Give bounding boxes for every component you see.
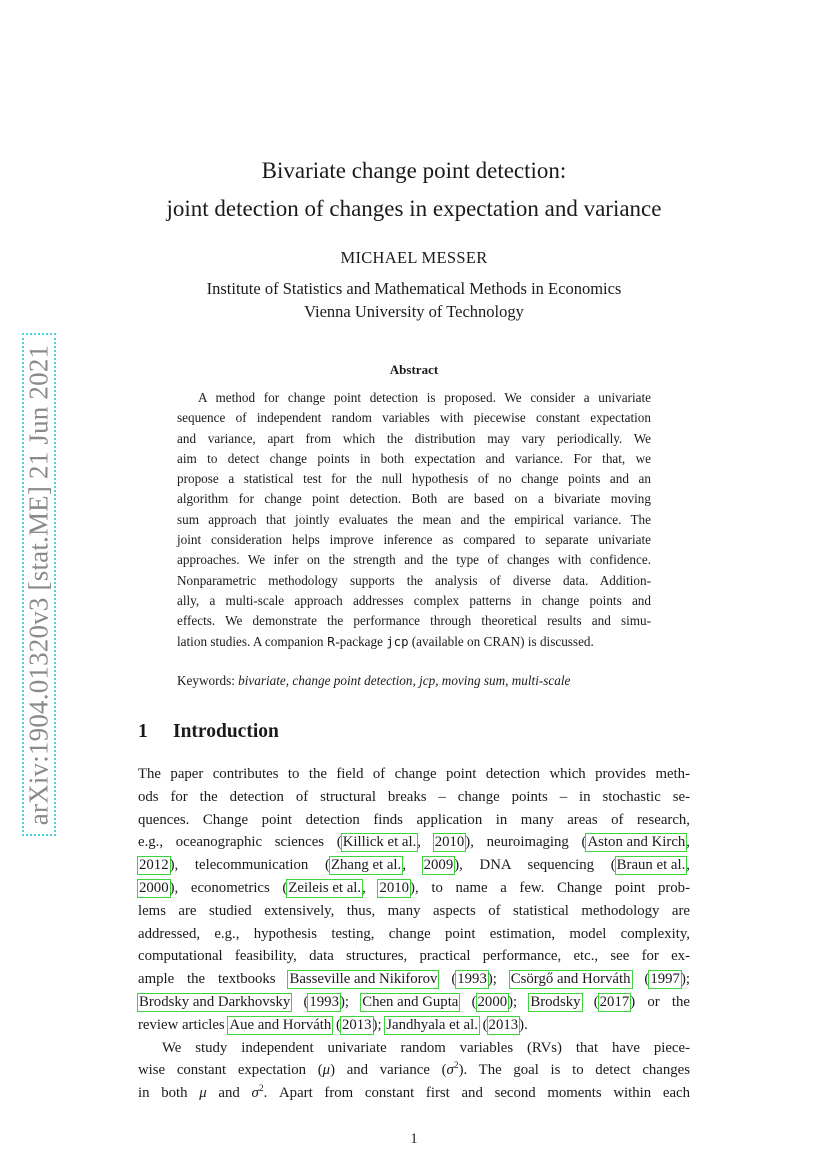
citation-link[interactable]: 2000 <box>477 993 508 1010</box>
abstract-last-line <box>177 632 651 652</box>
citation-link[interactable]: Aston and Kirch <box>587 834 686 851</box>
citation-link[interactable]: 2000 <box>139 879 169 896</box>
citation-link[interactable]: 2013 <box>341 1016 372 1033</box>
body-text: ( <box>291 993 309 1010</box>
citation-link[interactable]: 2017 <box>599 993 630 1010</box>
body-text: ( <box>581 993 599 1010</box>
citation-link[interactable]: Braun et al. <box>616 857 686 874</box>
abstract-line: joint consideration helps improve inference as compared to separate univariate <box>177 532 651 548</box>
keywords-label: Keywords: <box>177 673 239 688</box>
citation-link[interactable]: Basseville and Nikiforov <box>289 971 438 988</box>
body-text: ), econometrics ( <box>169 879 288 896</box>
abstract-line: effects. We demonstrate the performance through theoretical results and simu- <box>177 613 651 629</box>
abstract-body <box>177 388 651 652</box>
body-line <box>138 854 690 877</box>
r-language-name: R <box>326 634 336 649</box>
body-text: ), telecommunication ( <box>169 857 330 874</box>
superscript-two: 2 <box>453 1061 459 1072</box>
mu-symbol: μ <box>322 1062 331 1079</box>
citation-link[interactable]: Aue and Horváth <box>229 1016 332 1033</box>
abstract-line: approaches. We infer on the strength and the type of changes with confidence. <box>177 552 651 568</box>
body-line <box>138 1059 690 1082</box>
citation-link[interactable]: 2012 <box>139 857 169 874</box>
body-line: ods for the detection of structural breaks – change points – in stochastic se- <box>138 788 690 805</box>
author-name: MICHAEL MESSER <box>340 248 488 267</box>
body-text: , <box>417 834 434 851</box>
abstract-line: sum approach that jointly evaluates the mean and the empirical variance. The <box>177 511 651 527</box>
body-text: ); <box>508 993 530 1010</box>
citation-link[interactable]: Csörgő and Horváth <box>510 971 631 988</box>
body-text: ( <box>631 971 650 988</box>
body-text: wise constant expectation ( <box>138 1062 323 1079</box>
body-text: ). The goal is to detect changes <box>458 1062 690 1079</box>
body-text: ) and variance ( <box>330 1062 447 1079</box>
citation-link[interactable]: 2010 <box>379 879 410 896</box>
body-text: ( <box>332 1016 341 1033</box>
abstract-line: and variance, apart from which the distribution may vary periodically. We <box>177 430 651 446</box>
paper-title-line-1: Bivariate change point detection: <box>261 158 567 183</box>
body-text: review articles <box>138 1016 229 1033</box>
body-text: . Apart from constant first and second moments within each <box>263 1085 690 1102</box>
body-line <box>138 991 690 1014</box>
body-line: quences. Change point detection finds application in many areas of research, <box>138 811 690 828</box>
citation-link[interactable]: 2013 <box>488 1016 519 1033</box>
affiliation-line-1: Institute of Statistics and Mathematical Methods in Economics <box>206 279 622 298</box>
abstract-line: A method for change point detection is proposed. We consider a univariate <box>198 390 651 405</box>
body-text: ( <box>459 993 477 1010</box>
citation-link[interactable]: 1997 <box>650 971 680 988</box>
citation-link[interactable]: Chen and Gupta <box>362 993 459 1010</box>
citation-link[interactable]: 1993 <box>309 993 339 1010</box>
body-line: We study independent univariate random variables (RVs) that have piece- <box>162 1039 690 1056</box>
body-text: ), DNA sequencing ( <box>454 857 616 874</box>
citation-link[interactable]: 1993 <box>457 971 487 988</box>
body-text: ); <box>339 993 362 1010</box>
keywords <box>177 673 570 689</box>
body-line: The paper contributes to the field of change point detection which provides meth- <box>138 766 690 782</box>
body-text: ). <box>519 1016 528 1033</box>
body-text: , <box>686 857 690 874</box>
section-number: 1 <box>138 721 148 742</box>
affiliation-line-2: Vienna University of Technology <box>304 302 524 321</box>
abstract-line: ally, a multi-scale approach addresses complex patterns in change points and <box>177 592 651 608</box>
abstract-line: aim to detect change points in both expectation and variance. For that, we <box>177 450 651 466</box>
abstract-line: algorithm for change point detection. Both are based on a bivariate moving <box>177 491 651 507</box>
abstract-heading: Abstract <box>389 362 439 377</box>
body-text: ) or the <box>630 993 690 1010</box>
body-text: ), neuroimaging ( <box>465 834 587 851</box>
abstract-line: sequence of independent random variables with piecewise constant expectation <box>177 410 651 426</box>
body-line <box>138 968 690 991</box>
body-line: addressed, e.g., hypothesis testing, change point estimation, model complexity, <box>138 925 690 942</box>
sigma-symbol: σ <box>251 1085 259 1102</box>
body-line <box>138 1014 690 1037</box>
abstract-text: (available on CRAN) is discussed. <box>408 633 594 649</box>
body-text: ); <box>680 971 690 988</box>
body-text: e.g., oceanographic sciences ( <box>138 834 342 851</box>
body-text: , <box>402 857 423 874</box>
paper-title-line-2: joint detection of changes in expectation and variance <box>166 196 662 221</box>
body-text: , <box>362 879 379 896</box>
body-text: , <box>686 834 690 851</box>
abstract-text: -package <box>335 633 387 649</box>
body-line <box>138 1082 690 1105</box>
body-text: ), to name a few. Change point prob- <box>410 879 690 896</box>
body-text: ); <box>487 971 510 988</box>
mu-symbol: μ <box>199 1085 207 1102</box>
package-name: jcp <box>386 634 409 649</box>
body-line: computational feasibility, data structures, practical performance, etc., see for ex- <box>138 948 690 965</box>
body-text: ( <box>478 1016 488 1033</box>
citation-link[interactable]: 2009 <box>423 857 454 874</box>
abstract-line: propose a statistical test for the null hypothesis of no change points and an <box>177 471 651 487</box>
citation-link[interactable]: Zhang et al. <box>330 857 402 874</box>
page-number: 1 <box>410 1131 418 1147</box>
body-text: ( <box>438 971 457 988</box>
arxiv-stamp-text[interactable]: arXiv:1904.01320v3 [stat.ME] 21 Jun 2021 <box>23 344 54 825</box>
citation-link[interactable]: Zeileis et al. <box>288 879 362 896</box>
body-line: lems are studied extensively, thus, many aspects of statistical methodology are <box>138 902 690 919</box>
section-heading <box>138 721 279 743</box>
body-text: in both <box>138 1085 200 1102</box>
body-text: ); <box>372 1016 386 1033</box>
abstract-text: lation studies. A companion <box>177 633 327 649</box>
arxiv-stamp[interactable] <box>22 333 56 836</box>
citation-link[interactable]: Jandhyala et al. <box>386 1016 478 1033</box>
body-text: and <box>206 1085 252 1102</box>
abstract-line: Nonparametric methodology supports the analysis of diverse data. Addition- <box>177 572 651 588</box>
citation-link[interactable]: Brodsky and Darkhovsky <box>139 993 291 1010</box>
body-line <box>138 831 690 854</box>
section-title: Introduction <box>173 721 279 742</box>
citation-link[interactable]: Killick et al. <box>342 834 417 851</box>
sigma-symbol: σ <box>446 1062 454 1079</box>
keywords-values: bivariate, change point detection, jcp, moving sum, multi-scale <box>238 673 571 688</box>
introduction-body <box>138 763 690 1105</box>
body-text: ample the textbooks <box>138 971 289 988</box>
citation-link[interactable]: 2010 <box>434 834 465 851</box>
superscript-two: 2 <box>258 1084 264 1095</box>
body-line <box>138 877 690 900</box>
citation-link[interactable]: Brodsky <box>530 993 581 1010</box>
